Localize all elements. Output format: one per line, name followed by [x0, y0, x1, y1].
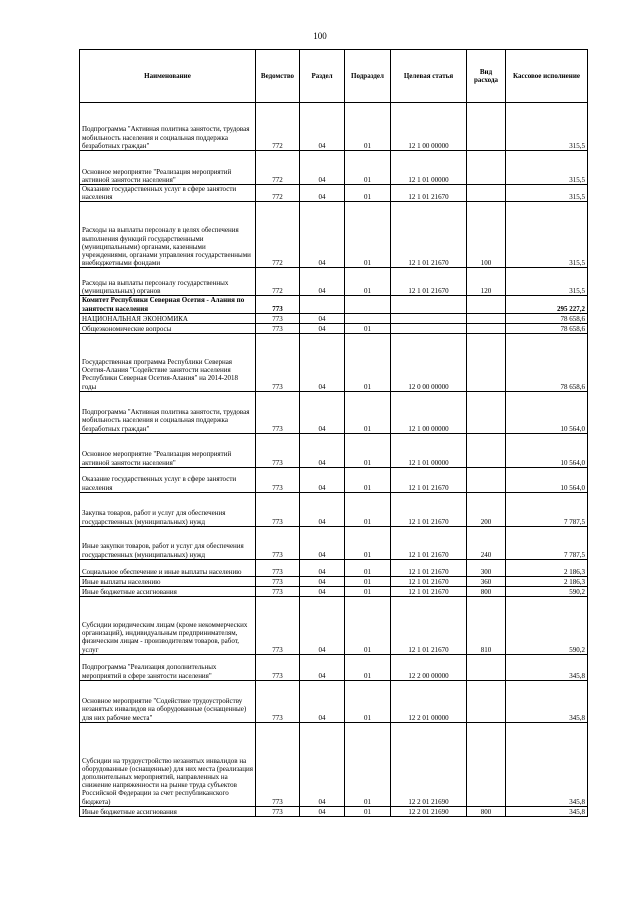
cell-target: 12 1 01 21670	[391, 202, 467, 268]
cell-target: 12 1 01 00000	[391, 151, 467, 185]
cell-target: 12 1 00 00000	[391, 103, 467, 151]
cell-amount: 315,5	[506, 103, 588, 151]
cell-subsection	[345, 313, 391, 323]
cell-section: 04	[300, 185, 345, 202]
cell-amount: 315,5	[506, 185, 588, 202]
cell-subsection: 01	[345, 151, 391, 185]
cell-section: 04	[300, 722, 345, 806]
cell-section: 04	[300, 576, 345, 586]
cell-dept: 773	[256, 722, 300, 806]
cell-exp-type: 360	[467, 576, 506, 586]
cell-subsection: 01	[345, 323, 391, 333]
cell-amount: 78 658,6	[506, 313, 588, 323]
cell-target: 12 2 01 21690	[391, 806, 467, 816]
cell-target	[391, 313, 467, 323]
cell-section	[300, 296, 345, 313]
cell-subsection: 01	[345, 576, 391, 586]
cell-section: 04	[300, 680, 345, 722]
cell-amount: 7 787,5	[506, 492, 588, 526]
cell-exp-type	[467, 722, 506, 806]
cell-section: 04	[300, 103, 345, 151]
cell-subsection: 01	[345, 806, 391, 816]
cell-amount: 590,2	[506, 586, 588, 596]
cell-subsection: 01	[345, 433, 391, 467]
cell-dept: 773	[256, 391, 300, 433]
cell-exp-type	[467, 313, 506, 323]
cell-amount: 315,5	[506, 268, 588, 296]
table-row	[80, 333, 588, 391]
cell-section: 04	[300, 313, 345, 323]
table-row	[80, 202, 588, 268]
header-target: Целевая статья	[391, 50, 467, 103]
cell-amount: 2 186,3	[506, 576, 588, 586]
cell-name: Основное мероприятие "Содействие трудоустройству незанятых инвалидов на оборудованные (оснащенные) для них рабочие места"	[80, 680, 256, 722]
cell-name: Иные бюджетные ассигнования	[80, 806, 256, 816]
cell-dept: 773	[256, 526, 300, 559]
table-row	[80, 680, 588, 722]
cell-name: Подпрограмма "Активная политика занятости, трудовая мобильность населения и социальная поддержка безработных граждан"	[80, 391, 256, 433]
cell-exp-type	[467, 185, 506, 202]
cell-subsection: 01	[345, 654, 391, 680]
cell-section: 04	[300, 586, 345, 596]
cell-name: Оказание государственных услуг в сфере занятости населения	[80, 185, 256, 202]
cell-dept: 773	[256, 806, 300, 816]
cell-exp-type: 810	[467, 596, 506, 654]
cell-subsection: 01	[345, 103, 391, 151]
table-row	[80, 151, 588, 185]
cell-name: Государственная программа Республики Северная Осетия-Алания "Содействие занятости населения Республики Северная Осетия-Алания" на 2014-2018 годы	[80, 333, 256, 391]
cell-exp-type: 300	[467, 559, 506, 576]
cell-target: 12 2 01 21690	[391, 722, 467, 806]
cell-target: 12 1 01 21670	[391, 185, 467, 202]
cell-subsection: 01	[345, 492, 391, 526]
cell-amount: 315,5	[506, 202, 588, 268]
cell-name: Общеэкономические вопросы	[80, 323, 256, 333]
table-row	[80, 323, 588, 333]
table-row	[80, 596, 588, 654]
cell-target: 12 2 01 00000	[391, 680, 467, 722]
cell-target: 12 1 01 21670	[391, 467, 467, 492]
cell-target: 12 1 00 00000	[391, 391, 467, 433]
budget-table	[79, 49, 588, 817]
cell-exp-type	[467, 680, 506, 722]
header-subsection: Подраздел	[345, 50, 391, 103]
table-row	[80, 722, 588, 806]
cell-target: 12 1 01 21670	[391, 492, 467, 526]
cell-subsection: 01	[345, 333, 391, 391]
cell-dept: 773	[256, 559, 300, 576]
cell-amount: 10 564,0	[506, 467, 588, 492]
cell-section: 04	[300, 806, 345, 816]
table-row	[80, 433, 588, 467]
cell-name: Субсидии на трудоустройство незанятых инвалидов на оборудованные (оснащенные) для них места (реализация дополнительных мероприятий, направленных на снижение напряженности на рынке труда субъектов Российской Федерации за счет республиканского бюджета)	[80, 722, 256, 806]
cell-section: 04	[300, 467, 345, 492]
table-row	[80, 576, 588, 586]
cell-exp-type	[467, 654, 506, 680]
cell-subsection: 01	[345, 391, 391, 433]
table-row	[80, 268, 588, 296]
cell-exp-type	[467, 151, 506, 185]
cell-section: 04	[300, 268, 345, 296]
cell-name: Расходы на выплаты персоналу в целях обеспечения выполнения функций государственными (муниципальными) органами, казенными учреждениями, органами управления государственными внебюджетными фондами	[80, 202, 256, 268]
cell-dept: 773	[256, 586, 300, 596]
table-row	[80, 296, 588, 313]
cell-amount: 2 186,3	[506, 559, 588, 576]
cell-amount: 78 658,6	[506, 323, 588, 333]
cell-subsection: 01	[345, 202, 391, 268]
page-number: 100	[313, 31, 327, 41]
table-row	[80, 391, 588, 433]
cell-exp-type	[467, 323, 506, 333]
cell-target: 12 0 00 00000	[391, 333, 467, 391]
cell-dept: 773	[256, 323, 300, 333]
cell-exp-type: 800	[467, 806, 506, 816]
table-row	[80, 559, 588, 576]
cell-amount: 345,8	[506, 806, 588, 816]
cell-dept: 773	[256, 596, 300, 654]
cell-exp-type	[467, 467, 506, 492]
cell-name: Иные выплаты населению	[80, 576, 256, 586]
cell-subsection: 01	[345, 526, 391, 559]
cell-subsection: 01	[345, 680, 391, 722]
cell-target: 12 1 01 21670	[391, 586, 467, 596]
cell-subsection: 01	[345, 268, 391, 296]
table-row	[80, 654, 588, 680]
table-row	[80, 313, 588, 323]
cell-amount: 345,8	[506, 680, 588, 722]
cell-section: 04	[300, 526, 345, 559]
cell-exp-type	[467, 333, 506, 391]
table-row	[80, 492, 588, 526]
cell-dept: 773	[256, 333, 300, 391]
cell-exp-type	[467, 391, 506, 433]
cell-name: Оказание государственных услуг в сфере занятости населения	[80, 467, 256, 492]
cell-target: 12 1 01 21670	[391, 559, 467, 576]
cell-dept: 773	[256, 680, 300, 722]
table-row	[80, 806, 588, 816]
header-section: Раздел	[300, 50, 345, 103]
cell-name: Иные бюджетные ассигнования	[80, 586, 256, 596]
cell-name: Иные закупки товаров, работ и услуг для обеспечения государственных (муниципальных) нужд	[80, 526, 256, 559]
cell-name: Подпрограмма "Реализация дополнительных мероприятий в сфере занятости населения"	[80, 654, 256, 680]
cell-dept: 773	[256, 467, 300, 492]
cell-section: 04	[300, 333, 345, 391]
cell-amount: 590,2	[506, 596, 588, 654]
cell-subsection: 01	[345, 559, 391, 576]
cell-section: 04	[300, 596, 345, 654]
cell-amount: 295 227,2	[506, 296, 588, 313]
cell-section: 04	[300, 492, 345, 526]
table-row	[80, 586, 588, 596]
cell-section: 04	[300, 323, 345, 333]
table-row	[80, 526, 588, 559]
cell-exp-type	[467, 296, 506, 313]
cell-exp-type: 100	[467, 202, 506, 268]
cell-dept: 773	[256, 313, 300, 323]
cell-section: 04	[300, 202, 345, 268]
cell-target: 12 1 01 21670	[391, 576, 467, 586]
cell-subsection: 01	[345, 467, 391, 492]
cell-amount: 7 787,5	[506, 526, 588, 559]
cell-subsection: 01	[345, 586, 391, 596]
cell-target	[391, 323, 467, 333]
cell-name: Подпрограмма "Активная политика занятости, трудовая мобильность населения и социальная поддержка безработных граждан"	[80, 103, 256, 151]
cell-name: Расходы на выплаты персоналу государственных (муниципальных) органов	[80, 268, 256, 296]
table-row	[80, 185, 588, 202]
cell-exp-type: 800	[467, 586, 506, 596]
cell-target: 12 2 00 00000	[391, 654, 467, 680]
cell-target: 12 1 01 00000	[391, 433, 467, 467]
header-exp-type: Вид расхода	[467, 50, 506, 103]
cell-section: 04	[300, 391, 345, 433]
cell-name: НАЦИОНАЛЬНАЯ ЭКОНОМИКА	[80, 313, 256, 323]
cell-target: 12 1 01 21670	[391, 596, 467, 654]
cell-name: Основное мероприятие "Реализация мероприятий активной занятости населения"	[80, 433, 256, 467]
table-row	[80, 467, 588, 492]
header-dept: Ведомство	[256, 50, 300, 103]
cell-exp-type	[467, 103, 506, 151]
cell-dept: 772	[256, 103, 300, 151]
header-name: Наименование	[80, 50, 256, 103]
cell-dept: 772	[256, 151, 300, 185]
cell-dept: 772	[256, 185, 300, 202]
cell-name: Субсидии юридическим лицам (кроме некоммерческих организаций), индивидуальным предпринимателям, физическим лицам - производителям товаров, работ, услуг	[80, 596, 256, 654]
cell-section: 04	[300, 433, 345, 467]
cell-dept: 772	[256, 268, 300, 296]
cell-section: 04	[300, 654, 345, 680]
cell-dept: 773	[256, 433, 300, 467]
cell-target	[391, 296, 467, 313]
cell-section: 04	[300, 559, 345, 576]
cell-amount: 78 658,6	[506, 333, 588, 391]
cell-name: Социальное обеспечение и иные выплаты населению	[80, 559, 256, 576]
cell-exp-type: 240	[467, 526, 506, 559]
cell-dept: 772	[256, 202, 300, 268]
cell-amount: 10 564,0	[506, 433, 588, 467]
cell-name: Закупка товаров, работ и услуг для обеспечения государственных (муниципальных) нужд	[80, 492, 256, 526]
cell-target: 12 1 01 21670	[391, 526, 467, 559]
cell-section: 04	[300, 151, 345, 185]
cell-target: 12 1 01 21670	[391, 268, 467, 296]
header-row	[80, 50, 588, 103]
cell-dept: 773	[256, 492, 300, 526]
cell-exp-type: 200	[467, 492, 506, 526]
cell-dept: 773	[256, 654, 300, 680]
table-row	[80, 103, 588, 151]
cell-exp-type: 120	[467, 268, 506, 296]
header-amount: Кассовое исполнение	[506, 50, 588, 103]
cell-subsection: 01	[345, 185, 391, 202]
cell-dept: 773	[256, 296, 300, 313]
cell-amount: 10 564,0	[506, 391, 588, 433]
cell-amount: 345,8	[506, 722, 588, 806]
cell-subsection: 01	[345, 596, 391, 654]
cell-dept: 773	[256, 576, 300, 586]
cell-amount: 315,5	[506, 151, 588, 185]
cell-amount: 345,8	[506, 654, 588, 680]
cell-name: Комитет Республики Северная Осетия - Алания по занятости населения	[80, 296, 256, 313]
cell-subsection: 01	[345, 722, 391, 806]
cell-name: Основное мероприятие "Реализация мероприятий активной занятости населения"	[80, 151, 256, 185]
cell-subsection	[345, 296, 391, 313]
cell-exp-type	[467, 433, 506, 467]
